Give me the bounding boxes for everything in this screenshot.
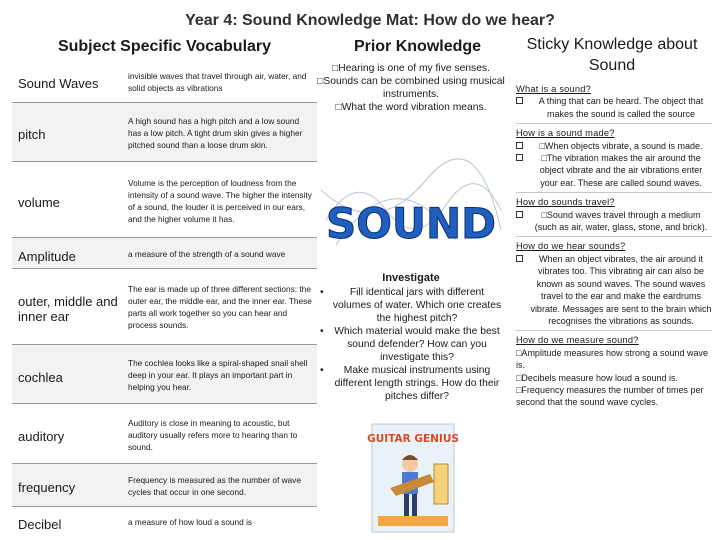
answer-item: A thing that can be heard. The object that makes the sound is called the source [516, 95, 712, 120]
prior-item: □Sounds can be combined using musical instruments. [317, 76, 505, 100]
vocab-row [12, 60, 317, 102]
vocab-row [12, 404, 317, 464]
vocab-definition: Auditory is close in meaning to acoustic, but auditory usually refers more to hearing than to sound. [124, 404, 317, 464]
sound-illustration [316, 150, 506, 255]
vocab-definition: invisible waves that travel through air, water, and solid objects as vibrations [124, 60, 317, 102]
vocab-term: auditory [12, 404, 124, 464]
book-title: GUITAR GENIUS [367, 433, 459, 445]
prior-heading: Prior Knowledge [353, 38, 482, 55]
checkbox-icon [516, 97, 523, 104]
answer-item: □When objects vibrate, a sound is made. [516, 140, 712, 152]
book-cover-image [367, 424, 459, 532]
checkbox-icon [516, 255, 523, 262]
sticky-knowledge [516, 80, 712, 409]
sticky-heading: Sticky Knowledge about Sound [526, 36, 698, 74]
investigate-item: • Fill identical jars with different volumes of water. Which one creates the highest pitch? [318, 286, 504, 325]
divider [516, 330, 712, 331]
vocab-term: Amplitude [12, 238, 124, 268]
vocab-term: Decibel [12, 506, 124, 536]
vocab-row [12, 344, 317, 404]
answer-item: □Sound waves travel through a medium (such as air, water, glass, stone, and brick). [516, 209, 712, 234]
vocab-term: volume [12, 162, 124, 238]
vocab-heading: Subject Specific Vocabulary [57, 38, 272, 55]
question-heading: How do we hear sounds? [516, 241, 626, 252]
vocab-row [12, 506, 317, 536]
divider [516, 123, 712, 124]
vocab-row [12, 463, 317, 506]
sound-word: SOUND [325, 199, 497, 248]
vocab-definition: The cochlea looks like a spiral-shaped snail shell deep in your ear. It plays an important part in helping you hear. [124, 344, 317, 404]
answer-item: □Decibels measure how loud a sound is. [516, 372, 679, 383]
question-heading: How do we measure sound? [516, 335, 639, 346]
vocab-row [12, 102, 317, 162]
vocab-row [12, 162, 317, 238]
vocab-term: outer, middle and inner ear [12, 268, 124, 344]
question-heading: How is a sound made? [516, 128, 615, 139]
vocab-definition: a measure of how loud a sound is [124, 506, 317, 536]
answer-item: □The vibration makes the air around the object vibrate and the air vibrations enter your ear. These are called sound waves. [516, 152, 712, 189]
vocab-term: cochlea [12, 344, 124, 404]
investigate-section [318, 272, 504, 403]
question-heading: How do sounds travel? [516, 197, 615, 208]
answer-item: □Frequency measures the number of times per second that the sound wave cycles. [516, 384, 704, 408]
question-heading: What is a sound? [516, 84, 592, 94]
checkbox-icon [516, 154, 523, 161]
answer-item: □Amplitude measures how strong a sound wave is. [516, 347, 709, 371]
vocab-definition: The ear is made up of three different sections: the outer ear, the middle ear, and the inner ear. These parts all work together so you can hear and process sounds. [124, 268, 317, 344]
vocab-definition: A high sound has a high pitch and a low sound has a low pitch. A tight drum skin gives a higher pitched sound than a loose drum skin. [124, 102, 317, 162]
vocabulary-table [12, 60, 317, 536]
checkbox-icon [516, 142, 523, 149]
divider [516, 192, 712, 193]
prior-item: □Hearing is one of my five senses. [332, 63, 490, 74]
vocab-definition: a measure of the strength of a sound wave [124, 238, 317, 268]
vocab-row [12, 238, 317, 268]
prior-knowledge [314, 62, 508, 114]
vocab-definition: Frequency is measured as the number of wave cycles that occur in one second. [124, 463, 317, 506]
vocab-term: pitch [12, 102, 124, 162]
vocab-row [12, 268, 317, 344]
investigate-item: • Make musical instruments using different length strings. How do their pitches differ? [318, 364, 504, 403]
vocab-definition: Volume is the perception of loudness from the intensity of a sound wave. The higher the intensity of a sound, the louder it is perceived in our ears, and the higher volume it has. [124, 162, 317, 238]
vocab-term: Sound Waves [12, 60, 124, 102]
divider [516, 236, 712, 237]
prior-item: □What the word vibration means. [335, 102, 487, 113]
vocab-term: frequency [12, 463, 124, 506]
answer-item: When an object vibrates, the air around it vibrates too. This vibrating air can also be known as sound waves. The sound waves travel to the ear and make the eardrums vibrate. Messages are sent to the brain which recognises the vibrations as sounds. [516, 253, 712, 327]
checkbox-icon [516, 211, 523, 218]
page-title: Year 4: Sound Knowledge Mat: How do we hear? [185, 12, 555, 29]
investigate-title: Investigate [382, 272, 440, 284]
investigate-item: • Which material would make the best sound defender? How can you investigate this? [318, 325, 504, 364]
